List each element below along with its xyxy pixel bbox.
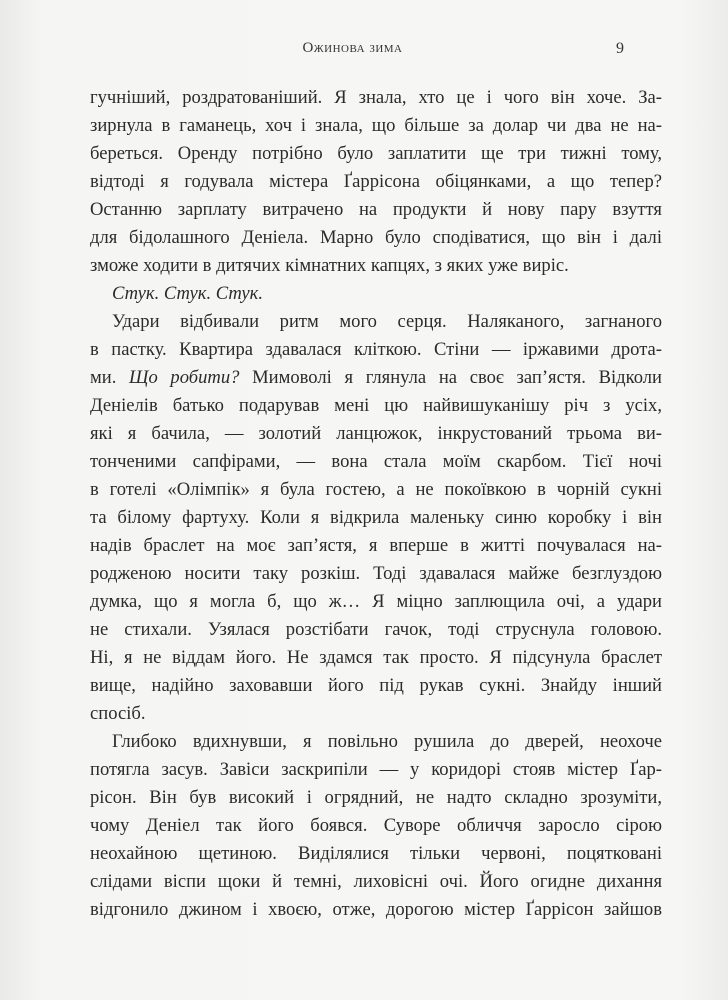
text-line xyxy=(90,784,662,812)
text-line xyxy=(90,476,662,504)
text-line xyxy=(90,616,662,644)
text-segment: вище, надійно заховавши його під рукав сукні. Знайду інший xyxy=(90,675,662,696)
running-head xyxy=(0,40,728,64)
text-line xyxy=(90,560,662,588)
text-segment: Мимоволі я глянула на своє зап’ястя. Відколи xyxy=(239,367,663,388)
text-segment: чому Деніел так його боявся. Суворе обличчя заросло сірою xyxy=(90,815,662,836)
text-line xyxy=(90,364,662,392)
text-line xyxy=(90,588,662,616)
text-line xyxy=(90,756,662,784)
text-line xyxy=(90,392,662,420)
text-line xyxy=(90,812,662,840)
text-segment: які я бачила, — золотий ланцюжок, інкрустований трьома ви- xyxy=(90,423,662,444)
text-line xyxy=(112,280,662,308)
text-segment: слідами віспи щоки й темні, лиховісні очі. Його огидне дихання xyxy=(90,871,662,892)
text-line xyxy=(90,672,662,700)
text-line xyxy=(112,308,662,336)
text-line xyxy=(90,252,662,280)
text-line xyxy=(90,140,662,168)
text-segment: надів браслет на моє зап’ястя, я вперше в житті почувалася на- xyxy=(90,535,662,556)
text-segment: неохайною щетиною. Виділялися тільки червоні, поцятковані xyxy=(90,843,662,864)
running-head-title: Ожинова зима xyxy=(302,40,403,56)
text-line xyxy=(90,224,662,252)
text-line xyxy=(90,840,662,868)
text-line xyxy=(90,420,662,448)
text-segment: Удари відбивали ритм мого серця. Наляканого, загнаного xyxy=(112,311,662,332)
text-segment: родженою носити таку розкіш. Тоді здавалася майже безглуздою xyxy=(90,563,662,584)
text-segment: відтоді я годувала містера Ґаррісона обіцянками, а що тепер? xyxy=(90,171,662,192)
text-line xyxy=(90,868,662,896)
text-segment: тонченими сапфірами, — вона стала моїм скарбом. Тієї ночі xyxy=(90,451,662,472)
text-line xyxy=(90,112,662,140)
text-segment: береться. Оренду потрібно було заплатити ще три тижні тому, xyxy=(90,143,662,164)
text-segment: відгонило джином і хвоєю, отже, дорогою містер Ґаррісон зайшов xyxy=(90,899,662,920)
text-segment: Деніелів батько подарував мені цю найвишуканішу річ з усіх, xyxy=(90,395,662,416)
italic-text: Стук. Стук. Стук. xyxy=(112,283,263,304)
text-line xyxy=(90,196,662,224)
text-segment: зможе ходити в дитячих кімнатних капцях, з яких уже виріс. xyxy=(90,255,569,276)
text-segment: рісон. Він був високий і огрядний, не надто складно зрозуміти, xyxy=(90,787,662,808)
text-segment: думка, що я могла б, що ж… Я міцно заплющила очі, а удари xyxy=(90,591,662,612)
text-line xyxy=(90,532,662,560)
text-segment: спосіб. xyxy=(90,703,146,724)
text-line xyxy=(90,896,662,924)
text-line xyxy=(90,700,662,728)
text-segment: в готелі «Олімпік» я була гостею, а не покоївкою в чорній сукні xyxy=(90,479,662,500)
page-number: 9 xyxy=(616,40,624,57)
text-line xyxy=(90,448,662,476)
text-segment: Останню зарплату витрачено на продукти й нову пару взуття xyxy=(90,199,662,220)
text-line xyxy=(90,84,662,112)
text-segment: ми. xyxy=(90,367,130,388)
text-segment: в пастку. Квартира здавалася кліткою. Стіни — іржавими дрота- xyxy=(90,339,662,360)
text-line xyxy=(90,644,662,672)
text-segment: зирнула в гаманець, хоч і знала, що більше за долар чи два не на- xyxy=(90,115,662,136)
text-segment: не стихали. Узялася розстібати гачок, тоді струснула головою. xyxy=(90,619,662,640)
text-segment: Ні, я не віддам його. Не здамся так просто. Я підсунула браслет xyxy=(90,647,662,668)
text-segment: та білому фартуху. Коли я відкрила маленьку синю коробку і він xyxy=(90,507,662,528)
text-line xyxy=(90,336,662,364)
text-segment: потягла засув. Завіси заскрипіли — у коридорі стояв містер Ґар- xyxy=(90,759,662,780)
italic-text: Що робити? xyxy=(129,367,240,388)
text-line xyxy=(112,728,662,756)
text-line xyxy=(90,504,662,532)
text-segment: для бідолашного Деніела. Марно було сподіватися, що він і далі xyxy=(90,227,662,248)
text-segment: Глибоко вдихнувши, я повільно рушила до дверей, неохоче xyxy=(112,731,662,752)
text-segment: гучніший, роздратованіший. Я знала, хто це і чого він хоче. За- xyxy=(90,87,662,108)
text-line xyxy=(90,168,662,196)
